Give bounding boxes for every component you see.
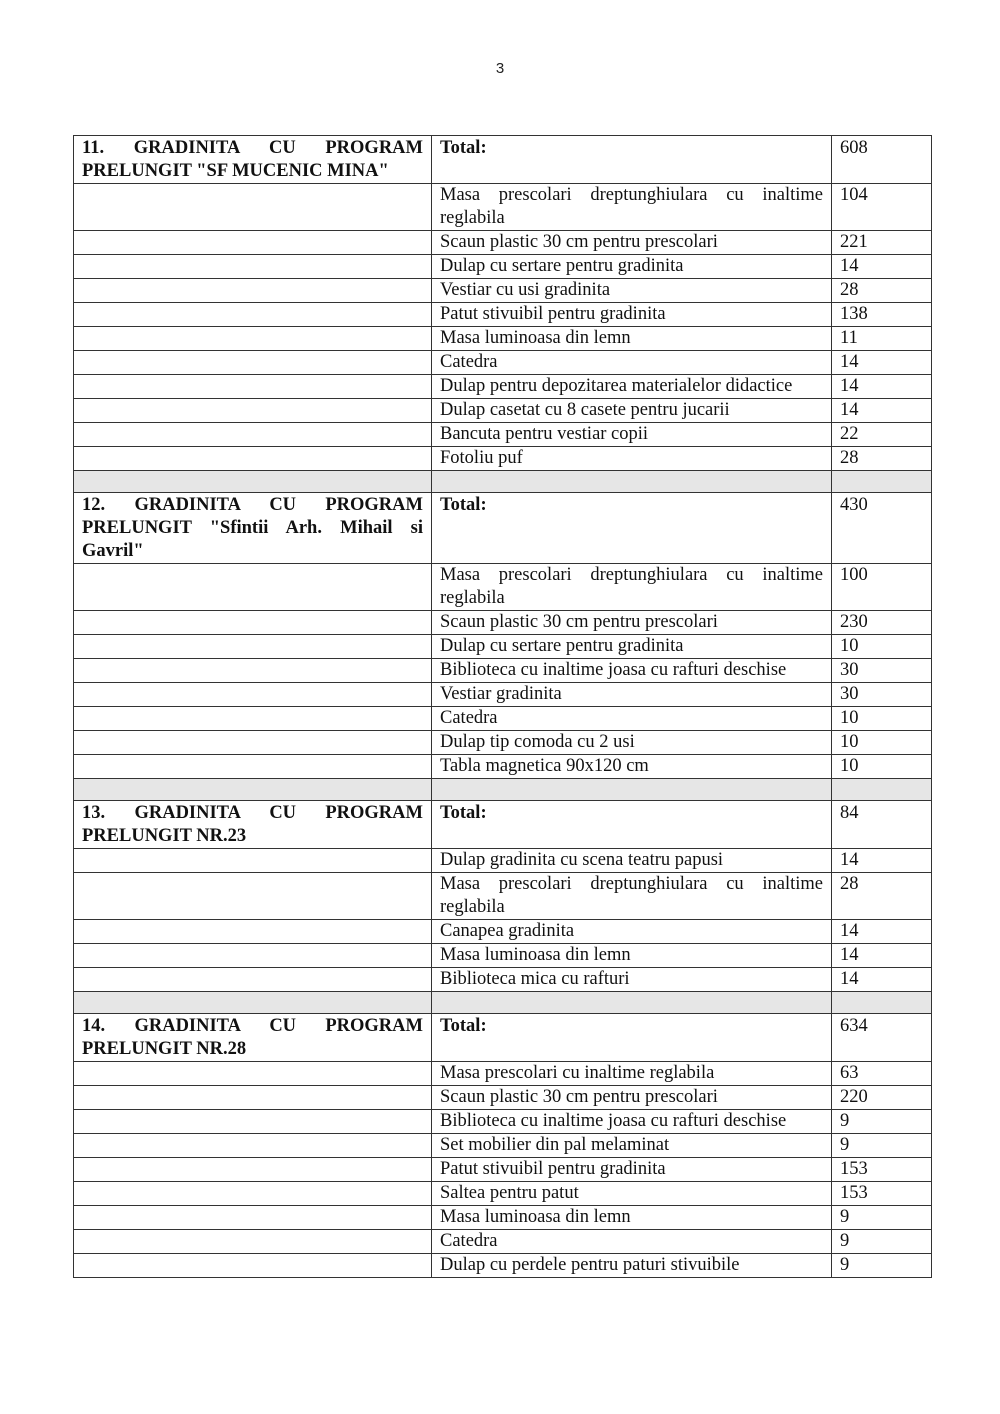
empty-cell bbox=[74, 944, 432, 968]
item-name: Masa prescolari cu inaltime reglabila bbox=[432, 1062, 832, 1086]
table-row bbox=[74, 351, 932, 375]
item-name: Catedra bbox=[432, 707, 832, 731]
table-row bbox=[74, 873, 932, 920]
item-name: Vestiar gradinita bbox=[432, 683, 832, 707]
table-row bbox=[74, 707, 932, 731]
table-row bbox=[74, 1086, 932, 1110]
institution-name: 12. GRADINITA CU PROGRAM PRELUNGIT "Sfintii Arh. Mihail si Gavril" bbox=[74, 493, 432, 564]
empty-cell bbox=[74, 1206, 432, 1230]
spacer-cell bbox=[832, 992, 932, 1014]
empty-cell bbox=[74, 375, 432, 399]
table-row bbox=[74, 231, 932, 255]
empty-cell bbox=[74, 659, 432, 683]
item-name: Dulap pentru depozitarea materialelor didactice bbox=[432, 375, 832, 399]
table-row bbox=[74, 1182, 932, 1206]
table-row bbox=[74, 184, 932, 231]
item-qty: 104 bbox=[832, 184, 932, 231]
item-name: Catedra bbox=[432, 351, 832, 375]
empty-cell bbox=[74, 1086, 432, 1110]
item-qty: 221 bbox=[832, 231, 932, 255]
section-header-row bbox=[74, 801, 932, 849]
empty-cell bbox=[74, 849, 432, 873]
item-qty: 138 bbox=[832, 303, 932, 327]
section-header-row bbox=[74, 136, 932, 184]
empty-cell bbox=[74, 873, 432, 920]
table-row bbox=[74, 944, 932, 968]
item-name: Scaun plastic 30 cm pentru prescolari bbox=[432, 1086, 832, 1110]
item-name: Masa luminoasa din lemn bbox=[432, 1206, 832, 1230]
item-name: Biblioteca mica cu rafturi bbox=[432, 968, 832, 992]
table-row bbox=[74, 255, 932, 279]
item-qty: 10 bbox=[832, 755, 932, 779]
item-qty: 14 bbox=[832, 920, 932, 944]
item-qty: 9 bbox=[832, 1110, 932, 1134]
spacer-cell bbox=[74, 471, 432, 493]
inventory-table bbox=[73, 135, 932, 1278]
item-name: Masa prescolari dreptunghiulara cu inaltime reglabila bbox=[432, 873, 832, 920]
item-qty: 28 bbox=[832, 279, 932, 303]
empty-cell bbox=[74, 755, 432, 779]
table-row bbox=[74, 327, 932, 351]
item-qty: 9 bbox=[832, 1134, 932, 1158]
item-qty: 10 bbox=[832, 707, 932, 731]
item-name: Vestiar cu usi gradinita bbox=[432, 279, 832, 303]
item-name: Patut stivuibil pentru gradinita bbox=[432, 303, 832, 327]
section-header-row bbox=[74, 493, 932, 564]
empty-cell bbox=[74, 255, 432, 279]
empty-cell bbox=[74, 968, 432, 992]
item-qty: 63 bbox=[832, 1062, 932, 1086]
item-qty: 10 bbox=[832, 635, 932, 659]
table-row bbox=[74, 920, 932, 944]
table-row bbox=[74, 1230, 932, 1254]
item-qty: 14 bbox=[832, 968, 932, 992]
item-qty: 9 bbox=[832, 1254, 932, 1278]
item-qty: 30 bbox=[832, 683, 932, 707]
table-row bbox=[74, 1254, 932, 1278]
table-row bbox=[74, 423, 932, 447]
table-row bbox=[74, 849, 932, 873]
empty-cell bbox=[74, 564, 432, 611]
item-qty: 10 bbox=[832, 731, 932, 755]
empty-cell bbox=[74, 1062, 432, 1086]
page-number: 3 bbox=[495, 60, 505, 77]
item-qty: 14 bbox=[832, 255, 932, 279]
item-name: Dulap cu perdele pentru paturi stivuibile bbox=[432, 1254, 832, 1278]
total-label: Total: bbox=[432, 1014, 832, 1062]
item-qty: 153 bbox=[832, 1182, 932, 1206]
table-row bbox=[74, 447, 932, 471]
item-name: Dulap tip comoda cu 2 usi bbox=[432, 731, 832, 755]
item-qty: 14 bbox=[832, 351, 932, 375]
item-name: Masa prescolari dreptunghiulara cu inaltime reglabila bbox=[432, 564, 832, 611]
empty-cell bbox=[74, 231, 432, 255]
empty-cell bbox=[74, 611, 432, 635]
section-spacer-row bbox=[74, 992, 932, 1014]
total-value: 84 bbox=[832, 801, 932, 849]
item-qty: 30 bbox=[832, 659, 932, 683]
item-name: Dulap cu sertare pentru gradinita bbox=[432, 635, 832, 659]
item-qty: 220 bbox=[832, 1086, 932, 1110]
spacer-cell bbox=[832, 779, 932, 801]
item-name: Masa luminoasa din lemn bbox=[432, 944, 832, 968]
item-name: Dulap casetat cu 8 casete pentru jucarii bbox=[432, 399, 832, 423]
item-name: Biblioteca cu inaltime joasa cu rafturi deschise bbox=[432, 1110, 832, 1134]
item-name: Bancuta pentru vestiar copii bbox=[432, 423, 832, 447]
table-row bbox=[74, 1206, 932, 1230]
item-name: Scaun plastic 30 cm pentru prescolari bbox=[432, 611, 832, 635]
spacer-cell bbox=[832, 471, 932, 493]
item-name: Masa luminoasa din lemn bbox=[432, 327, 832, 351]
table-row bbox=[74, 1062, 932, 1086]
item-qty: 100 bbox=[832, 564, 932, 611]
empty-cell bbox=[74, 1254, 432, 1278]
empty-cell bbox=[74, 447, 432, 471]
section-spacer-row bbox=[74, 779, 932, 801]
item-name: Biblioteca cu inaltime joasa cu rafturi deschise bbox=[432, 659, 832, 683]
empty-cell bbox=[74, 1230, 432, 1254]
item-qty: 22 bbox=[832, 423, 932, 447]
empty-cell bbox=[74, 920, 432, 944]
spacer-cell bbox=[74, 779, 432, 801]
empty-cell bbox=[74, 731, 432, 755]
empty-cell bbox=[74, 327, 432, 351]
total-label: Total: bbox=[432, 493, 832, 564]
item-qty: 28 bbox=[832, 447, 932, 471]
table-row bbox=[74, 399, 932, 423]
table-row bbox=[74, 1158, 932, 1182]
spacer-cell bbox=[432, 992, 832, 1014]
section-header-row bbox=[74, 1014, 932, 1062]
spacer-cell bbox=[74, 992, 432, 1014]
table-row bbox=[74, 279, 932, 303]
empty-cell bbox=[74, 303, 432, 327]
institution-name: 13. GRADINITA CU PROGRAM PRELUNGIT NR.23 bbox=[74, 801, 432, 849]
item-name: Dulap gradinita cu scena teatru papusi bbox=[432, 849, 832, 873]
total-value: 430 bbox=[832, 493, 932, 564]
table-row bbox=[74, 1134, 932, 1158]
item-name: Dulap cu sertare pentru gradinita bbox=[432, 255, 832, 279]
item-qty: 14 bbox=[832, 375, 932, 399]
empty-cell bbox=[74, 351, 432, 375]
item-name: Tabla magnetica 90x120 cm bbox=[432, 755, 832, 779]
item-qty: 14 bbox=[832, 944, 932, 968]
table-row bbox=[74, 635, 932, 659]
item-name: Set mobilier din pal melaminat bbox=[432, 1134, 832, 1158]
item-qty: 14 bbox=[832, 849, 932, 873]
item-name: Scaun plastic 30 cm pentru prescolari bbox=[432, 231, 832, 255]
empty-cell bbox=[74, 399, 432, 423]
total-value: 634 bbox=[832, 1014, 932, 1062]
table-row bbox=[74, 1110, 932, 1134]
institution-name: 11. GRADINITA CU PROGRAM PRELUNGIT "SF MUCENIC MINA" bbox=[74, 136, 432, 184]
institution-name: 14. GRADINITA CU PROGRAM PRELUNGIT NR.28 bbox=[74, 1014, 432, 1062]
empty-cell bbox=[74, 423, 432, 447]
item-name: Saltea pentru patut bbox=[432, 1182, 832, 1206]
item-qty: 11 bbox=[832, 327, 932, 351]
empty-cell bbox=[74, 707, 432, 731]
spacer-cell bbox=[432, 779, 832, 801]
table-row bbox=[74, 564, 932, 611]
empty-cell bbox=[74, 635, 432, 659]
table-row bbox=[74, 683, 932, 707]
item-qty: 28 bbox=[832, 873, 932, 920]
spacer-cell bbox=[432, 471, 832, 493]
total-value: 608 bbox=[832, 136, 932, 184]
item-qty: 153 bbox=[832, 1158, 932, 1182]
table-row bbox=[74, 968, 932, 992]
empty-cell bbox=[74, 1134, 432, 1158]
item-qty: 230 bbox=[832, 611, 932, 635]
item-name: Canapea gradinita bbox=[432, 920, 832, 944]
item-name: Masa prescolari dreptunghiulara cu inaltime reglabila bbox=[432, 184, 832, 231]
item-qty: 14 bbox=[832, 399, 932, 423]
empty-cell bbox=[74, 683, 432, 707]
item-name: Patut stivuibil pentru gradinita bbox=[432, 1158, 832, 1182]
item-name: Fotoliu puf bbox=[432, 447, 832, 471]
empty-cell bbox=[74, 1158, 432, 1182]
table-row bbox=[74, 303, 932, 327]
total-label: Total: bbox=[432, 136, 832, 184]
empty-cell bbox=[74, 1182, 432, 1206]
table-row bbox=[74, 375, 932, 399]
item-qty: 9 bbox=[832, 1206, 932, 1230]
empty-cell bbox=[74, 184, 432, 231]
total-label: Total: bbox=[432, 801, 832, 849]
empty-cell bbox=[74, 1110, 432, 1134]
empty-cell bbox=[74, 279, 432, 303]
table-row bbox=[74, 731, 932, 755]
item-qty: 9 bbox=[832, 1230, 932, 1254]
table-row bbox=[74, 611, 932, 635]
item-name: Catedra bbox=[432, 1230, 832, 1254]
table-row bbox=[74, 755, 932, 779]
table-row bbox=[74, 659, 932, 683]
section-spacer-row bbox=[74, 471, 932, 493]
